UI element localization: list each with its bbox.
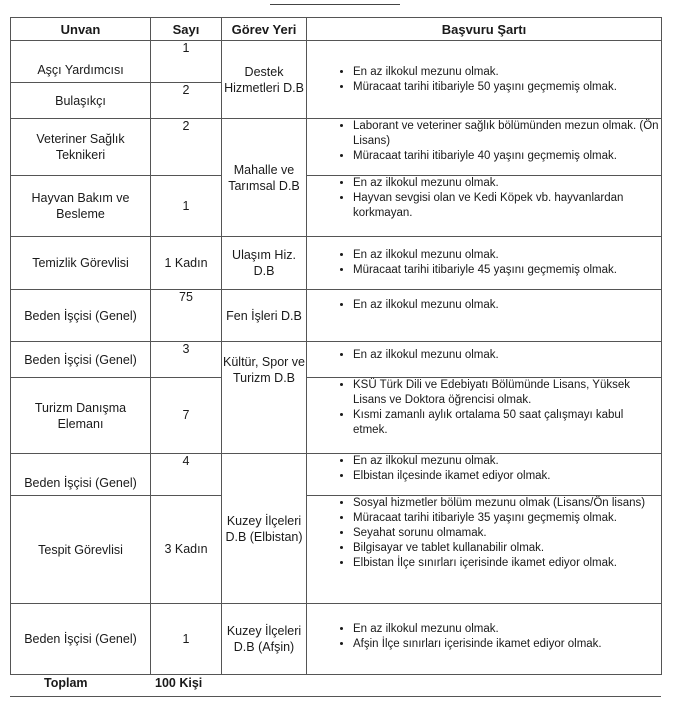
requirement-item: • En az ilkokul mezunu olmak. [353, 622, 661, 637]
cell-unvan: Temizlik Görevlisi [11, 237, 151, 290]
cell-basvuru-sarti [307, 342, 662, 378]
cell-gorev-yeri: Fen İşleri D.B [222, 290, 307, 342]
cell-sayi: 2 [151, 83, 222, 119]
table-row [11, 604, 662, 675]
cell-gorev-yeri: Destek Hizmetleri D.B [222, 41, 307, 119]
cell-basvuru-sarti [307, 454, 662, 496]
cell-sayi: 1 [151, 41, 222, 83]
cell-gorev-yeri: Kültür, Spor ve Turizm D.B [222, 342, 307, 454]
cell-sayi: 2 [151, 119, 222, 176]
table-row [11, 119, 662, 176]
requirement-item: • En az ilkokul mezunu olmak. [353, 454, 661, 469]
requirement-item: • Müracaat tarihi itibariyle 50 yaşını geçmemiş olmak. [353, 80, 661, 95]
cell-sayi: 1 [151, 176, 222, 237]
cell-basvuru-sarti [307, 604, 662, 675]
requirement-list [307, 298, 661, 313]
cell-unvan: Veteriner Sağlık Teknikeri [11, 119, 151, 176]
table-row [11, 496, 662, 604]
cell-unvan: Bulaşıkçı [11, 83, 151, 119]
requirement-list [307, 248, 661, 278]
requirement-item: • Laborant ve veteriner sağlık bölümünden mezun olmak. (Ön Lisans) [353, 119, 661, 149]
cell-unvan: Beden İşçisi (Genel) [11, 290, 151, 342]
table-row [11, 290, 662, 342]
requirement-item: • En az ilkokul mezunu olmak. [353, 176, 661, 191]
header-gorev-yeri: Görev Yeri [222, 18, 307, 41]
requirement-item: • Elbistan ilçesinde ikamet ediyor olmak. [353, 469, 661, 484]
requirement-item: • Elbistan İlçe sınırları içerisinde ikamet ediyor olmak. [353, 556, 661, 571]
table-row [11, 41, 662, 83]
requirement-list [307, 378, 661, 438]
cell-sayi: 75 [151, 290, 222, 342]
cell-basvuru-sarti [307, 496, 662, 604]
requirement-item: • En az ilkokul mezunu olmak. [353, 348, 661, 363]
cell-sayi: 1 Kadın [151, 237, 222, 290]
cell-sayi: 1 [151, 604, 222, 675]
header-sayi: Sayı [151, 18, 222, 41]
cell-unvan: Aşçı Yardımcısı [11, 41, 151, 83]
cell-basvuru-sarti [307, 41, 662, 119]
requirement-item: • Seyahat sorunu olmamak. [353, 526, 661, 541]
cell-unvan: Tespit Görevlisi [11, 496, 151, 604]
cell-unvan: Beden İşçisi (Genel) [11, 454, 151, 496]
cell-gorev-yeri: Kuzey İlçeleri D.B (Elbistan) [222, 454, 307, 604]
requirement-list [307, 65, 661, 95]
bottom-rule [10, 696, 661, 697]
requirement-item: • En az ilkokul mezunu olmak. [353, 65, 661, 80]
table-row [11, 176, 662, 237]
top-rule [270, 0, 400, 5]
cell-sayi: 7 [151, 378, 222, 454]
requirement-list [307, 454, 661, 484]
requirement-list [307, 119, 661, 164]
table-row [11, 454, 662, 496]
cell-basvuru-sarti [307, 290, 662, 342]
requirement-item: • En az ilkokul mezunu olmak. [353, 248, 661, 263]
cell-basvuru-sarti [307, 119, 662, 176]
requirement-item: • Müracaat tarihi itibariyle 35 yaşını geçmemiş olmak. [353, 511, 661, 526]
table-row [11, 378, 662, 454]
table-row [11, 342, 662, 378]
requirement-item: • KSÜ Türk Dili ve Edebiyatı Bölümünde Lisans, Yüksek Lisans ve Doktora öğrencisi olmak. [353, 378, 661, 408]
requirement-item: • Müracaat tarihi itibariyle 40 yaşını geçmemiş olmak. [353, 149, 661, 164]
cell-unvan: Beden İşçisi (Genel) [11, 342, 151, 378]
cell-gorev-yeri: Ulaşım Hiz. D.B [222, 237, 307, 290]
header-unvan: Unvan [11, 18, 151, 41]
cell-unvan: Turizm Danışma Elemanı [11, 378, 151, 454]
cell-unvan: Beden İşçisi (Genel) [11, 604, 151, 675]
header-basvuru-sarti: Başvuru Şartı [307, 18, 662, 41]
requirement-list [307, 348, 661, 363]
job-positions-table [10, 17, 662, 675]
cell-gorev-yeri: Kuzey İlçeleri D.B (Afşin) [222, 604, 307, 675]
requirement-item: • Kısmi zamanlı aylık ortalama 50 saat çalışmayı kabul etmek. [353, 408, 661, 438]
total-value: 100 Kişi [155, 676, 203, 690]
requirement-item: • Bilgisayar ve tablet kullanabilir olmak. [353, 541, 661, 556]
cell-sayi: 4 [151, 454, 222, 496]
cell-sayi: 3 Kadın [151, 496, 222, 604]
requirement-item: • Hayvan sevgisi olan ve Kedi Köpek vb. hayvanlardan korkmayan. [353, 191, 661, 221]
cell-unvan: Hayvan Bakım ve Besleme [11, 176, 151, 237]
requirement-item: • Müracaat tarihi itibariyle 45 yaşını geçmemiş olmak. [353, 263, 661, 278]
cell-basvuru-sarti [307, 237, 662, 290]
requirement-list [307, 176, 661, 221]
table-row [11, 237, 662, 290]
total-label: Toplam [44, 676, 88, 690]
requirement-item: • En az ilkokul mezunu olmak. [353, 298, 661, 313]
requirement-list [307, 622, 661, 652]
requirement-item: • Sosyal hizmetler bölüm mezunu olmak (Lisans/Ön lisans) [353, 496, 661, 511]
cell-basvuru-sarti [307, 378, 662, 454]
table-header-row [11, 18, 662, 41]
cell-gorev-yeri: Mahalle ve Tarımsal D.B [222, 119, 307, 237]
requirement-item: • Afşin İlçe sınırları içerisinde ikamet ediyor olmak. [353, 637, 661, 652]
cell-basvuru-sarti [307, 176, 662, 237]
requirement-list [307, 496, 661, 571]
cell-sayi: 3 [151, 342, 222, 378]
